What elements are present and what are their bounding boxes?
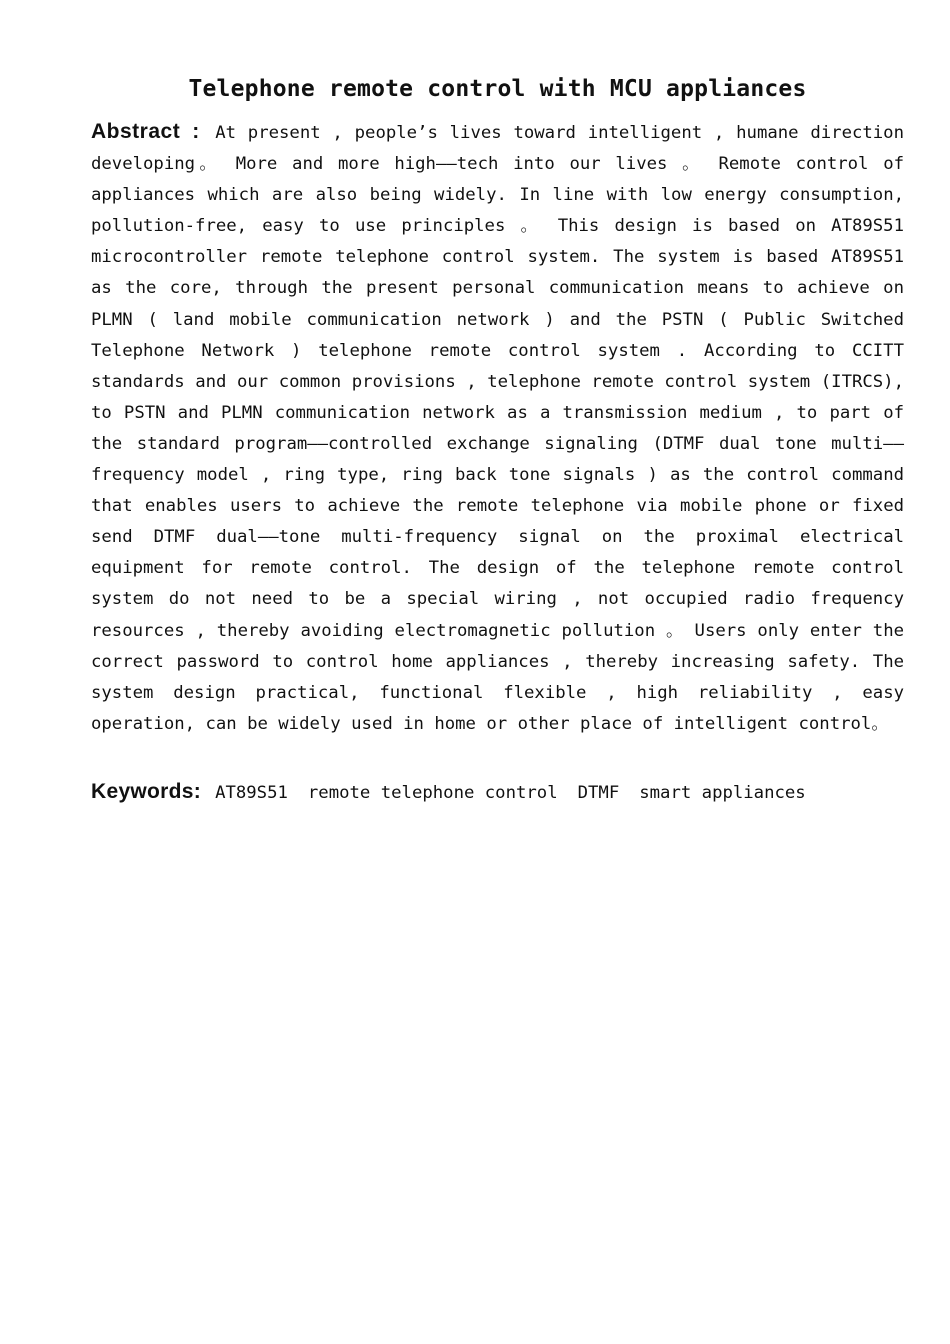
keywords-label: Keywords:	[91, 780, 202, 803]
paper-title: Telephone remote control with MCU appliances	[188, 76, 807, 102]
keyword-item: AT89S51	[215, 783, 288, 803]
keyword-item: remote telephone control	[307, 783, 558, 803]
abstract-paragraph	[91, 116, 904, 740]
abstract-label: Abstract	[91, 120, 181, 143]
keyword-item: smart appliances	[639, 783, 806, 803]
abstract-colon: :	[192, 120, 200, 143]
keywords-line	[91, 776, 904, 809]
abstract-text: At present , people’s lives toward intelligent , humane direction developing。 More and more high——tech into our lives 。 Remote control of appliances which are also being widely. In line with low energy consumption, pollution-free, easy to use principles 。 This design is based on AT89S51 microcontroller remote telephone control system. The system is based AT89S51 as the core, through the present personal communication means to achieve on PLMN ( land mobile communication network ) and the PSTN ( Public Switched Telephone Network ) telephone remote control system . According to CCITT standards and our common provisions , telephone remote control system (ITRCS), to PSTN and PLMN communication network as a transmission medium , to part of the standard program——controlled exchange signaling (DTMF dual tone multi——frequency model , ring type, ring back tone signals ) as the control command that enables users to achieve the remote telephone via mobile phone or fixed send DTMF dual——tone multi-frequency signal on the proximal electrical equipment for remote control. The design of the telephone remote control system do not need to be a special wiring , not occupied radio frequency resources , thereby avoiding electromagnetic pollution 。 Users only enter the correct password to control home appliances , thereby increasing safety. The system design practical, functional flexible , high reliability , easy operation, can be widely used in home or other place of intelligent control。	[91, 123, 904, 734]
keyword-item: DTMF	[577, 783, 620, 803]
